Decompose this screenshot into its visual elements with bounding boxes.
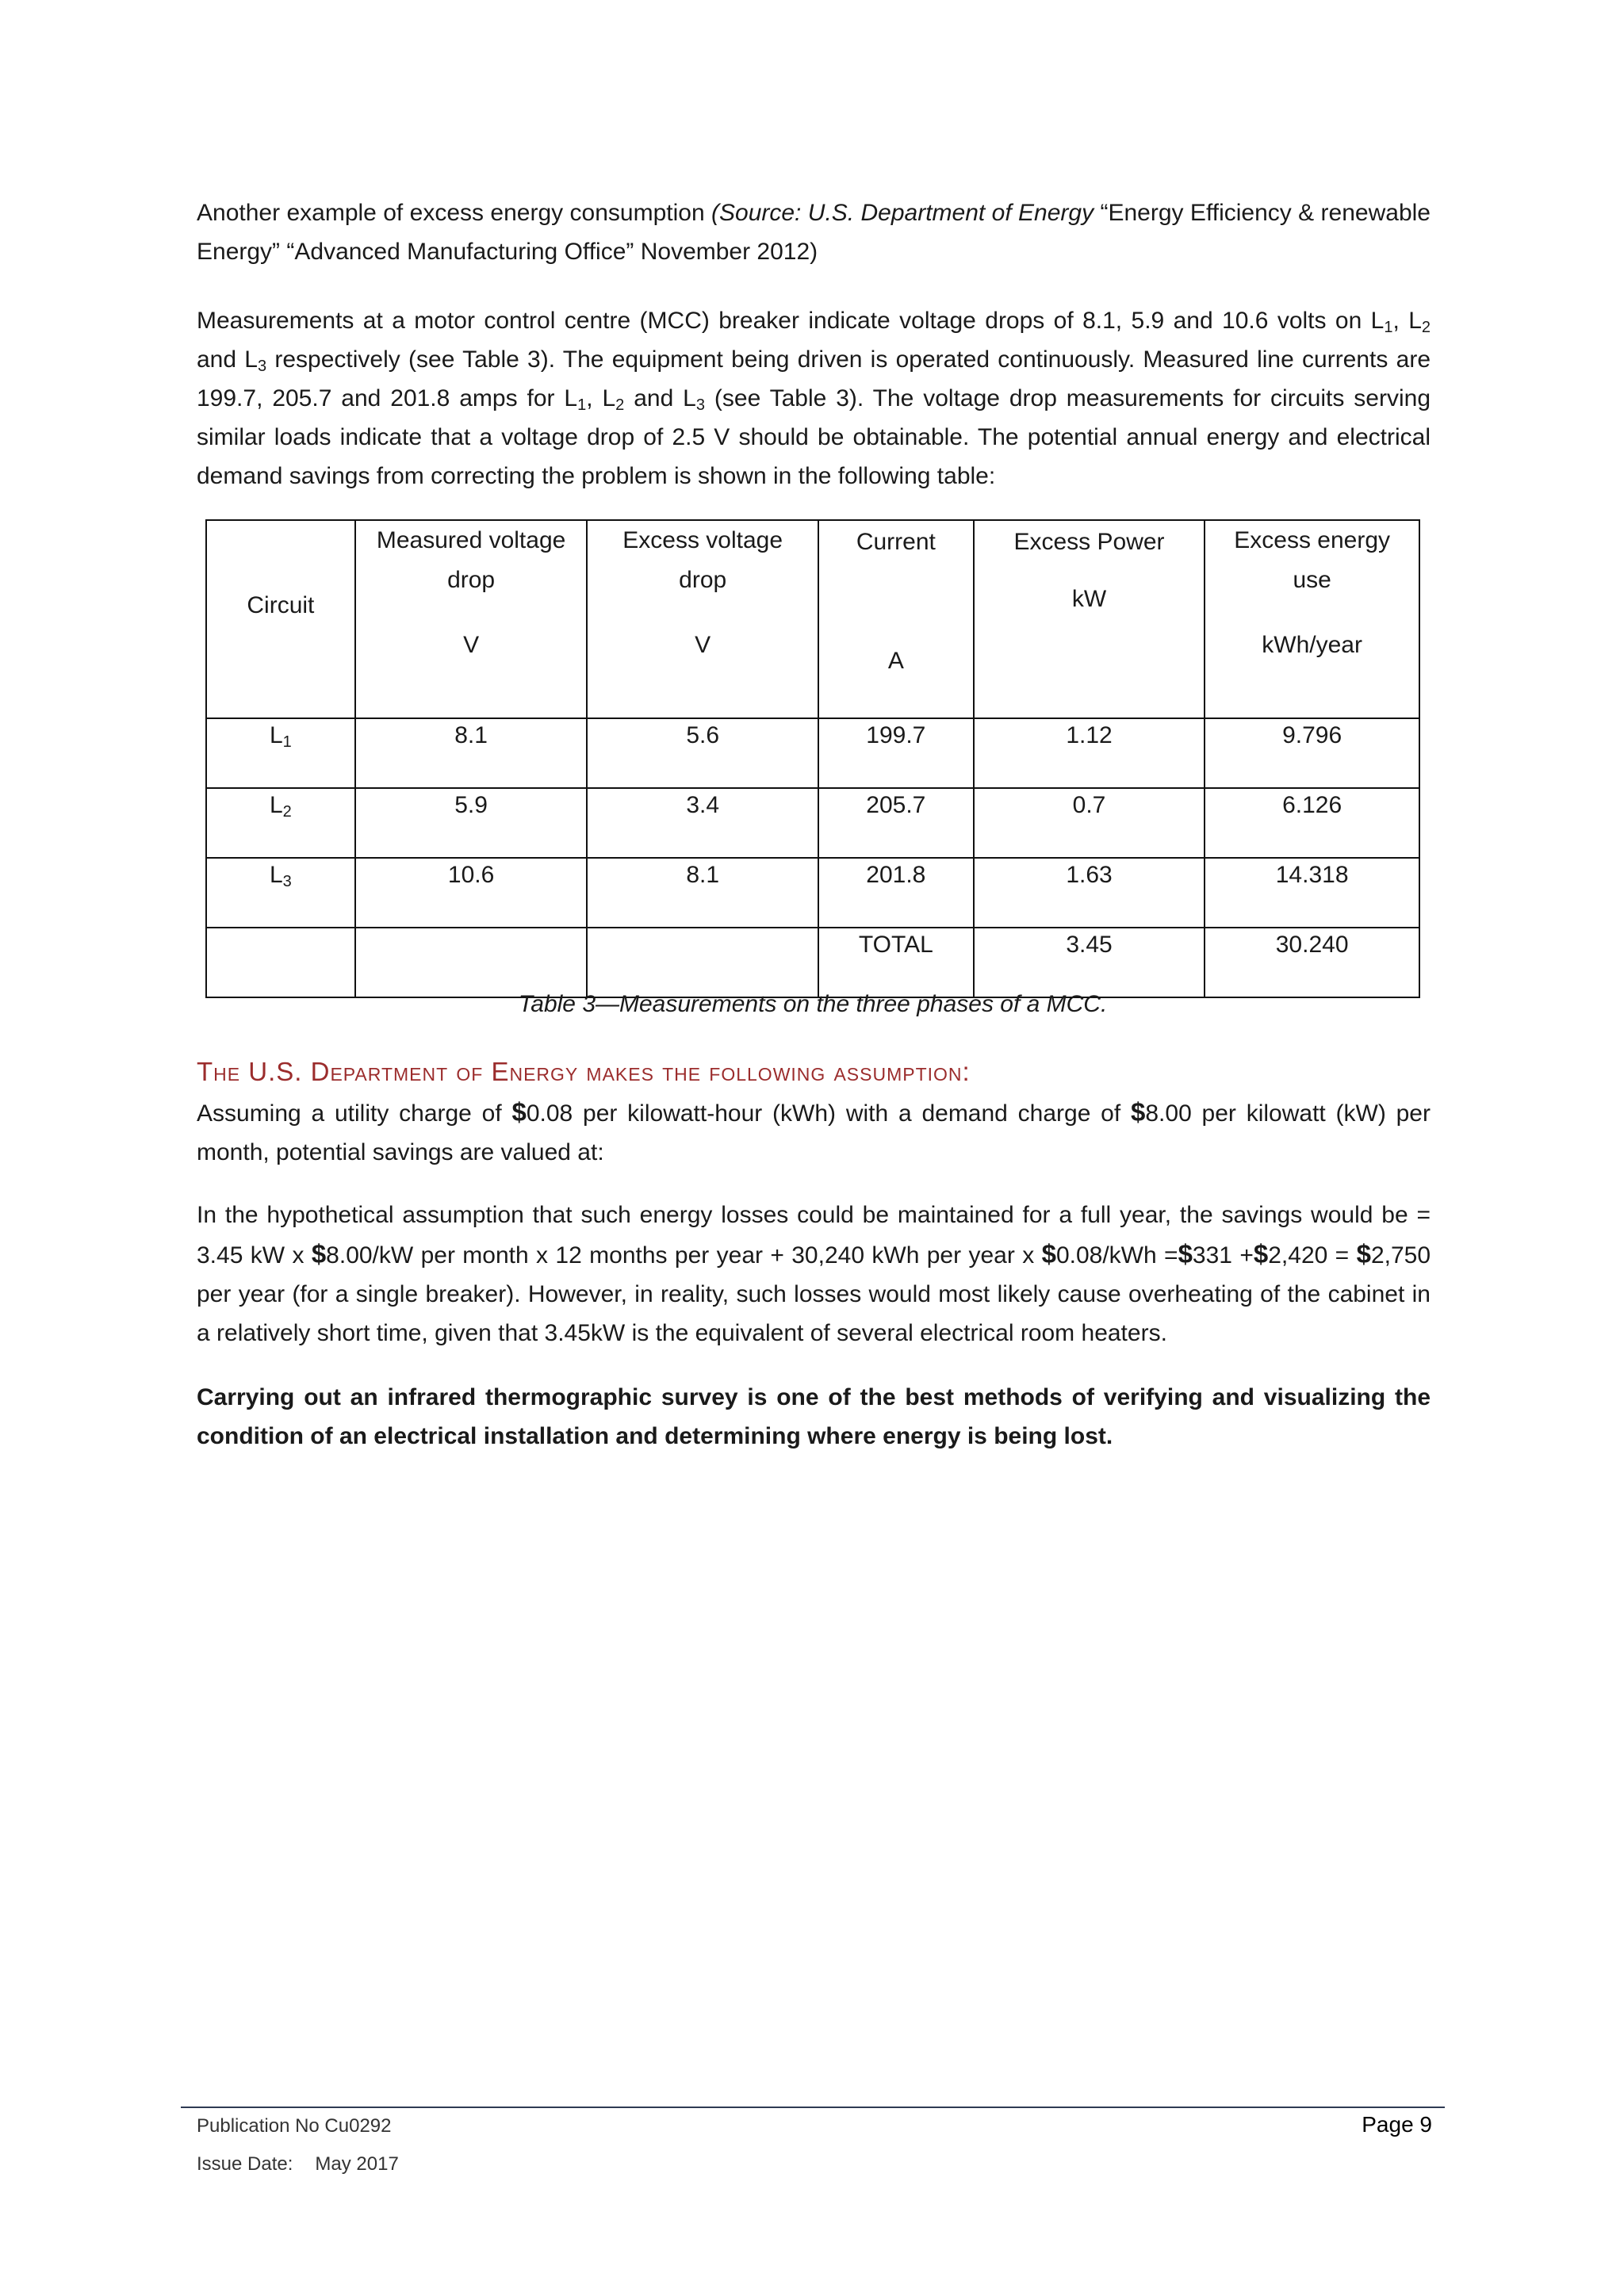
circuit-sub: 3: [282, 873, 292, 890]
header-text: Measured voltage: [376, 527, 566, 553]
measurements-text: (see Table 3). The voltage drop measurements for circuits serving similar loads indicate that a voltage drop of 2.5 V should be obtainable. The potential annual energy and electrical demand savings from correcting the problem is shown in the following table:: [197, 385, 1431, 489]
hypothetical-text: 2,420 =: [1268, 1242, 1357, 1269]
table-header-row: [206, 520, 1419, 718]
issue-date: [197, 2152, 399, 2177]
header-power: [974, 520, 1205, 718]
header-text: drop: [447, 567, 496, 593]
hypothetical-text: 8.00/kW per month x 12 months per year + 30,240 kWh per year x: [326, 1242, 1042, 1269]
header-text: Current: [856, 529, 936, 555]
intro-source: (Source: U.S. Department of Energy: [711, 200, 1094, 226]
cell-power: 0.7: [974, 788, 1205, 858]
cell-empty: [587, 928, 818, 997]
cell-power: 1.63: [974, 858, 1205, 928]
header-circuit: [206, 520, 355, 718]
section-heading: The U.S. Department of Energy makes the following assumption:: [197, 1057, 971, 1086]
header-excess: [587, 520, 818, 718]
circuit-label: L: [269, 792, 283, 818]
dollar-sign: $: [1041, 1239, 1056, 1269]
measurements-text: , L: [1392, 308, 1422, 334]
measurements-paragraph: Measurements at a motor control centre (MCC) breaker indicate voltage drops of 8.1, 5.9 and 10.6 volts on $L_1$, $L_2$ and $L_3$ respectively (see Table 3). The equipment being driven is operated continuously. Measured line currents are 199.7, 205.7 and 201.8 amps for $L_1$, $L_2$ and $L_3$ (see Table 3). The voltage drop measurements for circuits serving similar loads indicate that a voltage drop of 2.5 V should be obtainable. The potential annual energy and electrical demand savings from correcting the problem is shown in the following table:: [197, 308, 1431, 489]
measurements-text: , L: [586, 385, 616, 411]
hypothetical-text: 331 +: [1192, 1242, 1254, 1269]
header-text: Excess energy: [1234, 527, 1391, 553]
hypothetical-paragraph: [197, 1196, 1431, 1353]
header-text: Excess voltage: [622, 527, 783, 553]
dollar-sign: $: [511, 1097, 527, 1127]
header-unit: kWh/year: [1262, 632, 1362, 658]
cell-current: 205.7: [818, 788, 974, 858]
circuit-label: L: [269, 862, 283, 888]
header-text: Excess Power: [1013, 529, 1165, 555]
issue-date-label: Issue Date:: [197, 2153, 293, 2175]
total-power: 3.45: [974, 928, 1205, 997]
circuit-sub: 1: [282, 733, 292, 751]
publication-number: Publication No Cu0292: [197, 2115, 392, 2137]
header-measured: [355, 520, 588, 718]
cell-energy: 14.318: [1205, 858, 1419, 928]
measurements-table: [205, 519, 1420, 998]
table-row: [206, 788, 1419, 858]
cell-excess: 3.4: [587, 788, 818, 858]
total-label: TOTAL: [818, 928, 974, 997]
cell-measured: 10.6: [355, 858, 588, 928]
header-unit: kW: [1071, 586, 1107, 612]
cell-circuit: [206, 718, 355, 788]
dollar-sign: $: [1253, 1239, 1269, 1269]
footer-divider: [181, 2107, 1445, 2108]
measurements-text: Measurements at a motor control centre (MCC) breaker indicate voltage drops of 8.1, 5.9 and 10.6 volts on L: [197, 308, 1385, 334]
cell-measured: 5.9: [355, 788, 588, 858]
table-row: [206, 858, 1419, 928]
page-number: Page 9: [1362, 2112, 1432, 2137]
cell-empty: [355, 928, 588, 997]
hypothetical-text: 2,750 per year (for a single breaker). However, in reality, such losses would most likely cause overheating of the cabinet in a relatively short time, given that 3.45kW is the equivalent of several electrical room heaters.: [197, 1242, 1431, 1346]
dollar-sign: $: [1131, 1097, 1146, 1127]
measurements-text: and L: [624, 385, 696, 411]
table-row: [206, 718, 1419, 788]
intro-text: Another example of excess energy consumption: [197, 200, 712, 226]
header-current: [818, 520, 974, 718]
cell-circuit: [206, 788, 355, 858]
cell-measured: 8.1: [355, 718, 588, 788]
measurements-text: and L: [197, 346, 258, 373]
cell-empty: [206, 928, 355, 997]
dollar-sign: $: [1356, 1239, 1371, 1269]
hypothetical-text: In the hypothetical assumption that such energy losses could be maintained for a full year, the savings would be = 3.45 kW x: [197, 1202, 1431, 1269]
table-total-row: [206, 928, 1419, 997]
header-text: drop: [679, 567, 727, 593]
measurements-text: respectively (see Table 3). The equipment being driven is operated continuously. Measured line currents are 199.7, 205.7 and 201.8 amps for L: [197, 346, 1431, 411]
assumption-text: 8.00 per kilowatt (kW) per month, potential savings are valued at:: [197, 1100, 1431, 1165]
issue-date-value: May 2017: [315, 2153, 399, 2175]
total-energy: 30.240: [1205, 928, 1419, 997]
assumption-paragraph: [197, 1093, 1431, 1172]
assumption-text: Assuming a utility charge of: [197, 1100, 512, 1127]
assumption-text: 0.08 per kilowatt-hour (kWh) with a demand charge of: [526, 1100, 1131, 1127]
header-unit: V: [695, 632, 711, 658]
dollar-sign: $: [1178, 1239, 1193, 1269]
conclusion-paragraph: Carrying out an infrared thermographic survey is one of the best methods of verifying and visualizing the condition of an electrical installation and determining where energy is being lost.: [197, 1384, 1431, 1449]
circuit-sub: 2: [282, 803, 292, 821]
cell-circuit: [206, 858, 355, 928]
cell-excess: 5.6: [587, 718, 818, 788]
cell-energy: 6.126: [1205, 788, 1419, 858]
intro-paragraph: [197, 193, 1431, 271]
header-text: use: [1293, 567, 1331, 593]
header-unit: A: [887, 648, 904, 674]
header-energy: [1205, 520, 1419, 718]
cell-current: 201.8: [818, 858, 974, 928]
table-caption: Table 3—Measurements on the three phases of a MCC.: [518, 991, 1108, 1017]
header-unit: V: [463, 632, 480, 658]
cell-energy: 9.796: [1205, 718, 1419, 788]
intro-text-end: “Energy Efficiency & renewable Energy” “Advanced Manufacturing Office” November 2012): [197, 200, 1431, 265]
cell-power: 1.12: [974, 718, 1205, 788]
header-text: Circuit: [247, 592, 315, 618]
cell-current: 199.7: [818, 718, 974, 788]
circuit-label: L: [269, 722, 283, 748]
dollar-sign: $: [311, 1239, 327, 1269]
hypothetical-text: 0.08/kWh =: [1055, 1242, 1178, 1269]
cell-excess: 8.1: [587, 858, 818, 928]
